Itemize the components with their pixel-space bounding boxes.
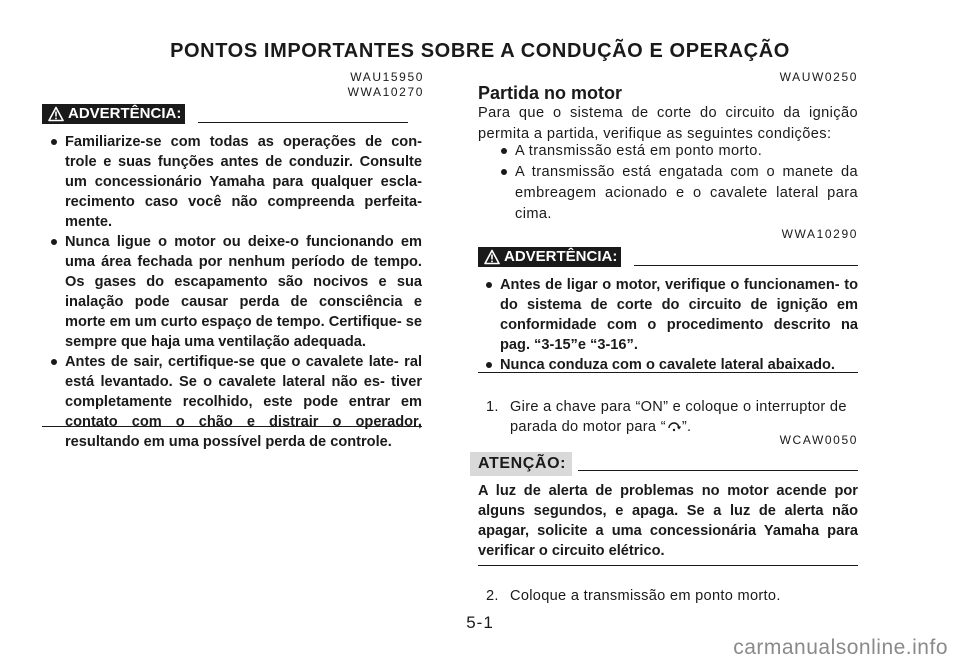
page-title: PONTOS IMPORTANTES SOBRE A CONDUÇÃO E OPERAÇÃO [170, 40, 790, 62]
section-heading: Partida no motor [478, 83, 623, 103]
conditions-list [500, 141, 858, 225]
section-code: WAU15950 [350, 70, 424, 84]
warning-badge [42, 104, 185, 124]
step-text-after: ”. [681, 419, 692, 435]
list-item: Antes de sair, certifique-se que o cavalete late- ral está levantado. Se o cavalete lateral não es- tiver completamente recolhido, este pode entrar em contato com o chão e distrair o operador, resultando em uma possível perda de controle. [50, 352, 422, 452]
warning-list [485, 275, 858, 375]
warning-code: WWA10270 [347, 85, 424, 99]
list-item: Familiarize-se com todas as operações de con- trole e suas funções antes de conduzir. Consulte um concessionário Yamaha para qualquer escla- recimento caso você não compreenda perfeita- mente. [50, 132, 422, 232]
warning-header-rule [198, 122, 408, 123]
list-item: Nunca conduza com o cavalete lateral abaixado. [485, 355, 858, 375]
warning-end-rule [42, 426, 422, 427]
step-2 [486, 586, 858, 606]
caution-end-rule [478, 565, 858, 566]
step-text: Coloque a transmissão em ponto morto. [510, 588, 781, 604]
list-item: Nunca ligue o motor ou deixe-o funcionando em uma área fechada por nenhum período de tempo. Os gases do escapamento são nocivos e sua inalação pode causar perda de consciência e morte em um curto espaço de tempo. Certifique- se sempre que haja uma ventilação adequada. [50, 232, 422, 352]
watermark[interactable]: carmanualsonline.info [733, 636, 948, 659]
warning-badge [478, 247, 621, 267]
step-number: 1. [486, 399, 499, 415]
caution-code: WCAW0050 [779, 433, 858, 447]
page-number: 5-1 [466, 613, 494, 632]
step-text-before: Gire a chave para “ON” e coloque o interruptor de parada do motor para “ [510, 399, 847, 435]
list-item: A transmissão está em ponto morto. [500, 141, 858, 162]
list-item: Antes de ligar o motor, verifique o funcionamen- to do sistema de corte do circuito de ignição em conformidade com o procedimento descrito na pag. “3-15”e “3-16”. [485, 275, 858, 355]
caution-text: A luz de alerta de problemas no motor acende por alguns segundos, e apaga. Se a luz de alerta não apagar, solicite a uma concessionária Yamaha para verificar o circuito elétrico. [478, 483, 858, 559]
caution-badge: ATENÇÃO: [470, 452, 572, 476]
intro-paragraph: Para que o sistema de corte do circuito da ignição permita a partida, verifique as seguintes condições: [478, 105, 858, 142]
warning-end-rule [478, 372, 858, 373]
warning-triangle-icon [484, 249, 500, 265]
warning-label: ADVERTÊNCIA: [504, 248, 618, 265]
section-code: WAUW0250 [779, 70, 858, 84]
step-text [510, 397, 858, 437]
engine-run-icon [666, 419, 682, 433]
warning-triangle-icon [48, 106, 64, 122]
warning-label: ADVERTÊNCIA: [68, 105, 182, 122]
caution-header-rule [578, 470, 858, 471]
warning-code: WWA10290 [781, 227, 858, 241]
list-item: A transmissão está engatada com o manete da embreagem acionado e o cavalete lateral para cima. [500, 162, 858, 225]
step-1 [486, 397, 858, 437]
warning-list [50, 132, 422, 452]
warning-header-rule [634, 265, 858, 266]
step-number: 2. [486, 588, 499, 604]
